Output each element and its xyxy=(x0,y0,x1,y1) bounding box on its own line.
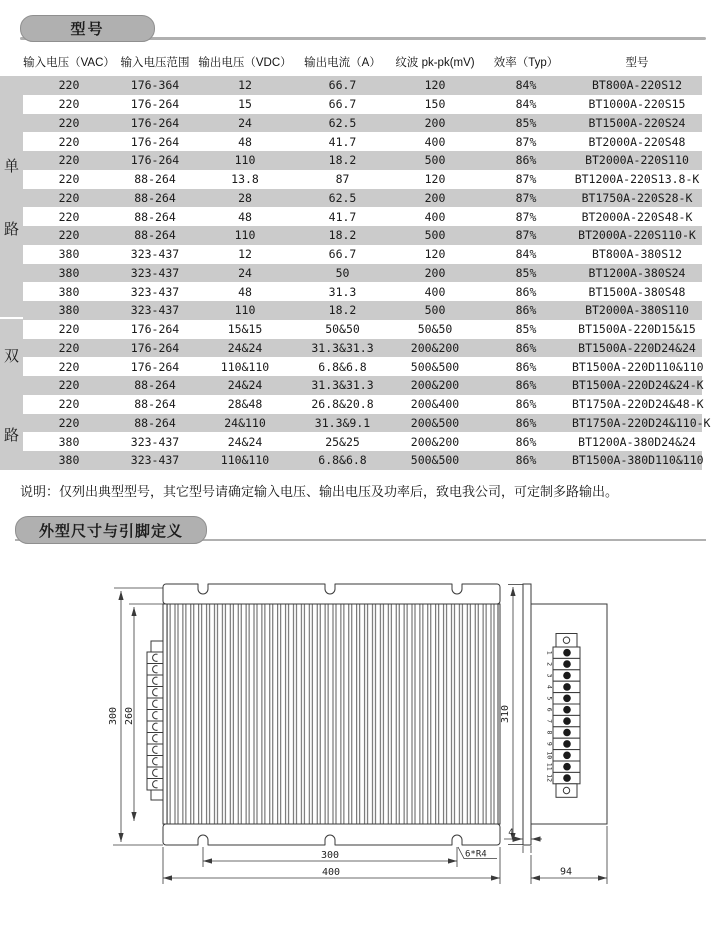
table-cell: 200&500 xyxy=(410,415,460,430)
table-cell: 62.5 xyxy=(328,190,357,205)
terminal-top-mount xyxy=(556,634,577,648)
table-cell: BT1500A-220D24&24 xyxy=(578,340,696,355)
table-cell: 86% xyxy=(515,378,537,393)
pin-number: 12 xyxy=(545,774,554,783)
table-cell: 500 xyxy=(424,228,446,243)
table-cell: 120 xyxy=(424,78,446,93)
terminal-pin-icon xyxy=(563,740,571,748)
column-header: 效率（Typ） xyxy=(493,57,559,69)
terminal-pin-icon xyxy=(563,763,571,771)
table-cell: 120 xyxy=(424,172,446,187)
table-cell: 200&200 xyxy=(410,340,460,355)
table-cell: 150 xyxy=(424,97,446,112)
table-cell: 28 xyxy=(238,190,252,205)
table-cell: 88-264 xyxy=(134,228,176,243)
table-cell: BT1750A-220D24&48-K xyxy=(572,397,704,412)
connector-cells xyxy=(147,652,163,790)
pin-number: 11 xyxy=(545,762,554,771)
table-cell: 88-264 xyxy=(134,397,176,412)
table-cell: 86% xyxy=(515,284,537,299)
table-cell: 400 xyxy=(424,209,446,224)
table-cell: 220 xyxy=(58,228,80,243)
dim-notch-spec: 6*R4 xyxy=(465,849,487,860)
table-cell: 85% xyxy=(515,322,537,337)
table-cell: 50&50 xyxy=(417,322,453,337)
table-cell: 500&500 xyxy=(410,453,460,468)
terminal-pin-icon xyxy=(563,717,571,725)
terminal-pin-icon xyxy=(563,660,571,668)
table-cell: 380 xyxy=(58,284,80,299)
table-cell: BT1500A-220D24&24-K xyxy=(572,378,704,393)
table-cell: 176-264 xyxy=(130,340,180,355)
table-cell: 25&25 xyxy=(325,434,360,449)
table-cell: 87% xyxy=(515,172,537,187)
column-header: 输出电流（A） xyxy=(304,57,381,69)
side-view xyxy=(500,584,607,884)
table-cell: 110 xyxy=(234,303,256,318)
table-cell: 380 xyxy=(58,303,80,318)
table-cell: 12 xyxy=(238,247,252,262)
table-cell: 48 xyxy=(238,284,252,299)
table-cell: 220 xyxy=(58,397,80,412)
table-cell: 66.7 xyxy=(328,97,357,112)
table-cell: 15 xyxy=(238,97,252,112)
table-cell: 86% xyxy=(515,340,537,355)
connector-cell xyxy=(147,687,163,699)
table-cell: 87% xyxy=(515,228,537,243)
table-cell: 50&50 xyxy=(325,322,360,337)
connector-cell xyxy=(147,675,163,687)
table-cell: 200&200 xyxy=(410,434,460,449)
mounting-plate xyxy=(523,584,531,845)
table-cell: BT2000A-220S110-K xyxy=(578,228,696,243)
table-cell: BT2000A-220S110 xyxy=(585,153,689,168)
table-cell: 220 xyxy=(58,190,80,205)
terminal-cells xyxy=(553,647,580,784)
table-cell: 31.3&31.3 xyxy=(311,340,374,355)
table-cell: BT1200A-380D24&24 xyxy=(578,434,696,449)
table-cell: 220 xyxy=(58,134,80,149)
table-cell: 110 xyxy=(234,153,256,168)
pin-number: 3 xyxy=(545,673,554,678)
table-cell: 110&110 xyxy=(220,359,270,374)
table-cell: BT2000A-220S48 xyxy=(588,134,686,149)
table-cell: BT1200A-220S13.8-K xyxy=(574,172,700,187)
table-cell: 86% xyxy=(515,415,537,430)
table-cell: 84% xyxy=(515,97,537,112)
table-cell: BT1500A-380S48 xyxy=(588,284,686,299)
connector-cell xyxy=(147,744,163,756)
connector-cell xyxy=(147,664,163,676)
table-cell: 41.7 xyxy=(328,134,357,149)
connector-cell xyxy=(147,721,163,733)
table-cell: 500 xyxy=(424,303,446,318)
table-cell: 88-264 xyxy=(134,378,176,393)
table-cell: 220 xyxy=(58,78,80,93)
table-cell: 31.3&9.1 xyxy=(314,415,371,430)
group-char: 双 xyxy=(3,347,19,365)
table-cell: 380 xyxy=(58,434,80,449)
pin-number: 5 xyxy=(545,696,554,701)
table-cell: 500 xyxy=(424,153,446,168)
table-cell: BT800A-220S12 xyxy=(591,78,682,93)
terminal-pin-icon xyxy=(563,683,571,691)
table-cell: BT1500A-220S24 xyxy=(588,115,686,130)
table-cell: 176-264 xyxy=(130,322,180,337)
table-cell: 220 xyxy=(58,172,80,187)
table-cell: 88-264 xyxy=(134,209,176,224)
connector-bottom-tab xyxy=(151,790,163,800)
table-cell: 18.2 xyxy=(328,153,357,168)
pin-number: 8 xyxy=(545,730,554,735)
section1-title: 型号 xyxy=(70,21,105,38)
table-cell: 220 xyxy=(58,378,80,393)
table-cell: 84% xyxy=(515,247,537,262)
front-view xyxy=(108,583,500,884)
table-cell: BT800A-380S12 xyxy=(591,247,682,262)
table-cell: 86% xyxy=(515,434,537,449)
terminal-pin-icon xyxy=(563,695,571,703)
table-cell: 200&400 xyxy=(410,397,460,412)
terminal-pin-icon xyxy=(563,672,571,680)
table-cell: 48 xyxy=(238,209,252,224)
table-cell: 12 xyxy=(238,78,252,93)
dim-total-width: 400 xyxy=(321,867,341,878)
table-cell: 87 xyxy=(335,172,350,187)
terminal-pin-icon xyxy=(563,649,571,657)
table-cell: 13.8 xyxy=(231,172,259,187)
table-cell: 24 xyxy=(238,115,252,130)
pin-number: 2 xyxy=(545,662,554,667)
table-cell: 31.3 xyxy=(328,284,357,299)
table-cell: 500&500 xyxy=(410,359,460,374)
table-cell: 220 xyxy=(58,340,80,355)
terminal-pin-icon xyxy=(563,729,571,737)
pin-number: 6 xyxy=(545,707,554,712)
table-cell: 24&110 xyxy=(224,415,266,430)
table-cell: 88-264 xyxy=(134,415,176,430)
table-cell: 85% xyxy=(515,265,537,280)
table-cell: 41.7 xyxy=(328,209,357,224)
column-header: 输出电压（VDC） xyxy=(198,57,292,69)
table-cell: 323-437 xyxy=(130,434,180,449)
connector-cell xyxy=(147,733,163,745)
table-cell: 24&24 xyxy=(227,378,263,393)
table-cell: 88-264 xyxy=(134,172,176,187)
heatsink-fins xyxy=(167,604,498,824)
table-cell: 220 xyxy=(58,209,80,224)
connector-cell xyxy=(147,710,163,722)
table-cell: 66.7 xyxy=(328,78,357,93)
table-cell: 18.2 xyxy=(328,303,357,318)
pin-number: 10 xyxy=(545,751,554,760)
table-cell: 176-364 xyxy=(130,78,180,93)
table-cell: 88-264 xyxy=(134,190,176,205)
group-char: 路 xyxy=(3,220,19,238)
table-cell: 220 xyxy=(58,359,80,374)
table-cell: 176-264 xyxy=(130,134,180,149)
table-cell: 86% xyxy=(515,453,537,468)
table-cell: 220 xyxy=(58,97,80,112)
table-cell: BT1500A-380D110&110 xyxy=(572,453,704,468)
table-cell: 87% xyxy=(515,134,537,149)
connector-cell xyxy=(147,756,163,768)
table-cell: 400 xyxy=(424,284,446,299)
note-text: 说明：仅列出典型型号，其它型号请确定输入电压、输出电压及功率后，致电我公司，可定制多路输出。 xyxy=(20,484,619,499)
table-cell: BT1000A-220S15 xyxy=(588,97,686,112)
table-cell: 176-264 xyxy=(130,359,180,374)
table-cell: 400 xyxy=(424,134,446,149)
table-cell: 220 xyxy=(58,115,80,130)
table-cell: 84% xyxy=(515,78,537,93)
dim-side-depth: 94 xyxy=(559,866,573,878)
table-cell: 24&24 xyxy=(227,340,263,355)
table-cell: 323-437 xyxy=(130,303,180,318)
table-cell: 176-264 xyxy=(130,97,180,112)
table-cell: 50 xyxy=(335,265,350,280)
table-cell: 26.8&20.8 xyxy=(311,397,374,412)
table-cell: 18.2 xyxy=(328,228,357,243)
table-cell: 15&15 xyxy=(227,322,263,337)
table-cell: 48 xyxy=(238,134,252,149)
table-cell: 323-437 xyxy=(130,247,180,262)
table-cell: BT1500A-220D110&110 xyxy=(572,359,704,374)
group-char: 单 xyxy=(3,157,19,175)
connector-cell xyxy=(147,698,163,710)
column-header: 输入电压范围 xyxy=(120,57,190,69)
dim-bottom-span: 300 xyxy=(320,850,340,861)
table-cell: 6.8&6.8 xyxy=(318,453,367,468)
pin-number: 7 xyxy=(545,719,554,724)
table-cell: 220 xyxy=(58,153,80,168)
connector-cell xyxy=(147,652,163,664)
connector-cell xyxy=(147,779,163,791)
table-cell: 200&200 xyxy=(410,378,460,393)
terminal-pin-icon xyxy=(563,774,571,782)
table-cell: BT2000A-220S48-K xyxy=(581,209,693,224)
table-cell: 28&48 xyxy=(227,397,263,412)
pin-number: 4 xyxy=(545,684,554,689)
table-cell: 323-437 xyxy=(130,453,180,468)
terminal-bottom-mount xyxy=(556,784,577,798)
column-header: 型号 xyxy=(625,57,649,69)
table-cell: 200 xyxy=(424,190,446,205)
table-cell: 380 xyxy=(58,265,80,280)
table-cell: 380 xyxy=(58,247,80,262)
table-cell: 31.3&31.3 xyxy=(311,378,374,393)
pin-number: 1 xyxy=(545,650,554,655)
dim-front-height: 300 xyxy=(108,706,119,726)
table-cell: 323-437 xyxy=(130,265,180,280)
table-cell: BT1500A-220D15&15 xyxy=(578,322,696,337)
table-cell: 176-264 xyxy=(130,153,180,168)
connector-top-tab xyxy=(151,641,163,652)
table-cell: BT1750A-220D24&110-K xyxy=(572,415,711,430)
table-cell: BT1200A-380S24 xyxy=(588,265,686,280)
table-cell: 86% xyxy=(515,303,537,318)
section2-title: 外型尺寸与引脚定义 xyxy=(38,522,183,540)
table-cell: 86% xyxy=(515,397,537,412)
group-char: 路 xyxy=(3,426,19,444)
dim-side-height: 310 xyxy=(500,704,511,724)
table-cell: BT2000A-380S110 xyxy=(585,303,689,318)
terminal-pin-icon xyxy=(563,752,571,760)
column-header: 纹波 pk-pk(mV) xyxy=(395,57,475,69)
table-cell: BT1750A-220S28-K xyxy=(581,190,693,205)
table-cell: 323-437 xyxy=(130,284,180,299)
dim-fins-height: 260 xyxy=(124,706,135,726)
table-cell: 200 xyxy=(424,265,446,280)
table-cell: 87% xyxy=(515,190,537,205)
terminal-pin-icon xyxy=(563,706,571,714)
table-cell: 110&110 xyxy=(220,453,270,468)
table-cell: 85% xyxy=(515,115,537,130)
table-cell: 66.7 xyxy=(328,247,357,262)
table-cell: 176-264 xyxy=(130,115,180,130)
table-cell: 220 xyxy=(58,415,80,430)
table-cell: 24 xyxy=(238,265,252,280)
table-cell: 110 xyxy=(234,228,256,243)
table-cell: 62.5 xyxy=(328,115,357,130)
table-cell: 380 xyxy=(58,453,80,468)
table-cell: 6.8&6.8 xyxy=(318,359,367,374)
table-cell: 24&24 xyxy=(227,434,263,449)
table-cell: 87% xyxy=(515,209,537,224)
dim-plate-thickness: 4 xyxy=(508,828,514,838)
table-cell: 220 xyxy=(58,322,80,337)
connector-cell xyxy=(147,767,163,779)
pin-number: 9 xyxy=(545,741,554,746)
table-cell: 120 xyxy=(424,247,446,262)
table-cell: 86% xyxy=(515,153,537,168)
table-cell: 200 xyxy=(424,115,446,130)
column-header: 输入电压（VAC） xyxy=(23,57,115,69)
table-cell: 86% xyxy=(515,359,537,374)
